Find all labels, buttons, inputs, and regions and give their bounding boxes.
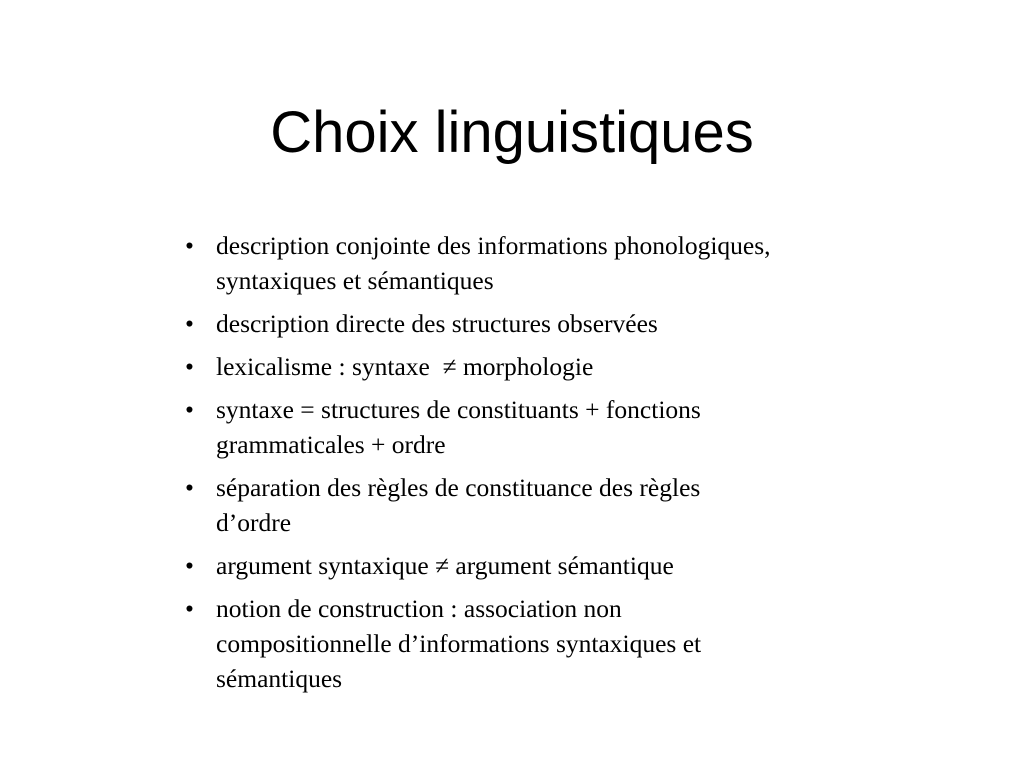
list-item [185,349,945,384]
slide-title: Choix linguistiques [270,100,754,165]
bullet-text [216,349,945,384]
bullet-line: séparation des règles de constituance des règles [216,473,701,502]
bullet-icon: • [185,473,194,502]
bullet-text [216,470,945,540]
bullet-icon: • [185,309,194,338]
list-item [185,306,945,341]
bullet-line: d’ordre [216,508,292,537]
bullet-line: syntaxiques et sémantiques [216,266,494,295]
bullet-text [216,591,945,696]
bullet-line: grammaticales + ordre [216,430,446,459]
bullet-icon: • [185,551,194,580]
bullet-text [216,306,945,341]
bullet-icon: • [185,231,194,260]
bullet-text [216,228,945,298]
bullet-line: argument syntaxique ≠ argument sémantique [216,551,674,580]
bullet-text [216,392,945,462]
list-item [185,228,945,298]
list-item [185,392,945,462]
bullet-icon: • [185,594,194,623]
bullet-icon: • [185,352,194,381]
bullet-line: notion de construction : association non [216,594,622,623]
bullet-line: sémantiques [216,664,343,693]
bullet-line: syntaxe = structures de constituants + fonctions [216,395,701,424]
bullet-list [185,228,945,704]
list-item [185,591,945,696]
bullet-line: lexicalisme : syntaxe ≠ morphologie [216,352,594,381]
bullet-line: description conjointe des informations phonologiques, [216,231,771,260]
bullet-icon: • [185,395,194,424]
bullet-line: compositionnelle d’informations syntaxiques et [216,629,702,658]
list-item [185,470,945,540]
bullet-line: description directe des structures observées [216,309,658,338]
list-item [185,548,945,583]
bullet-text [216,548,945,583]
